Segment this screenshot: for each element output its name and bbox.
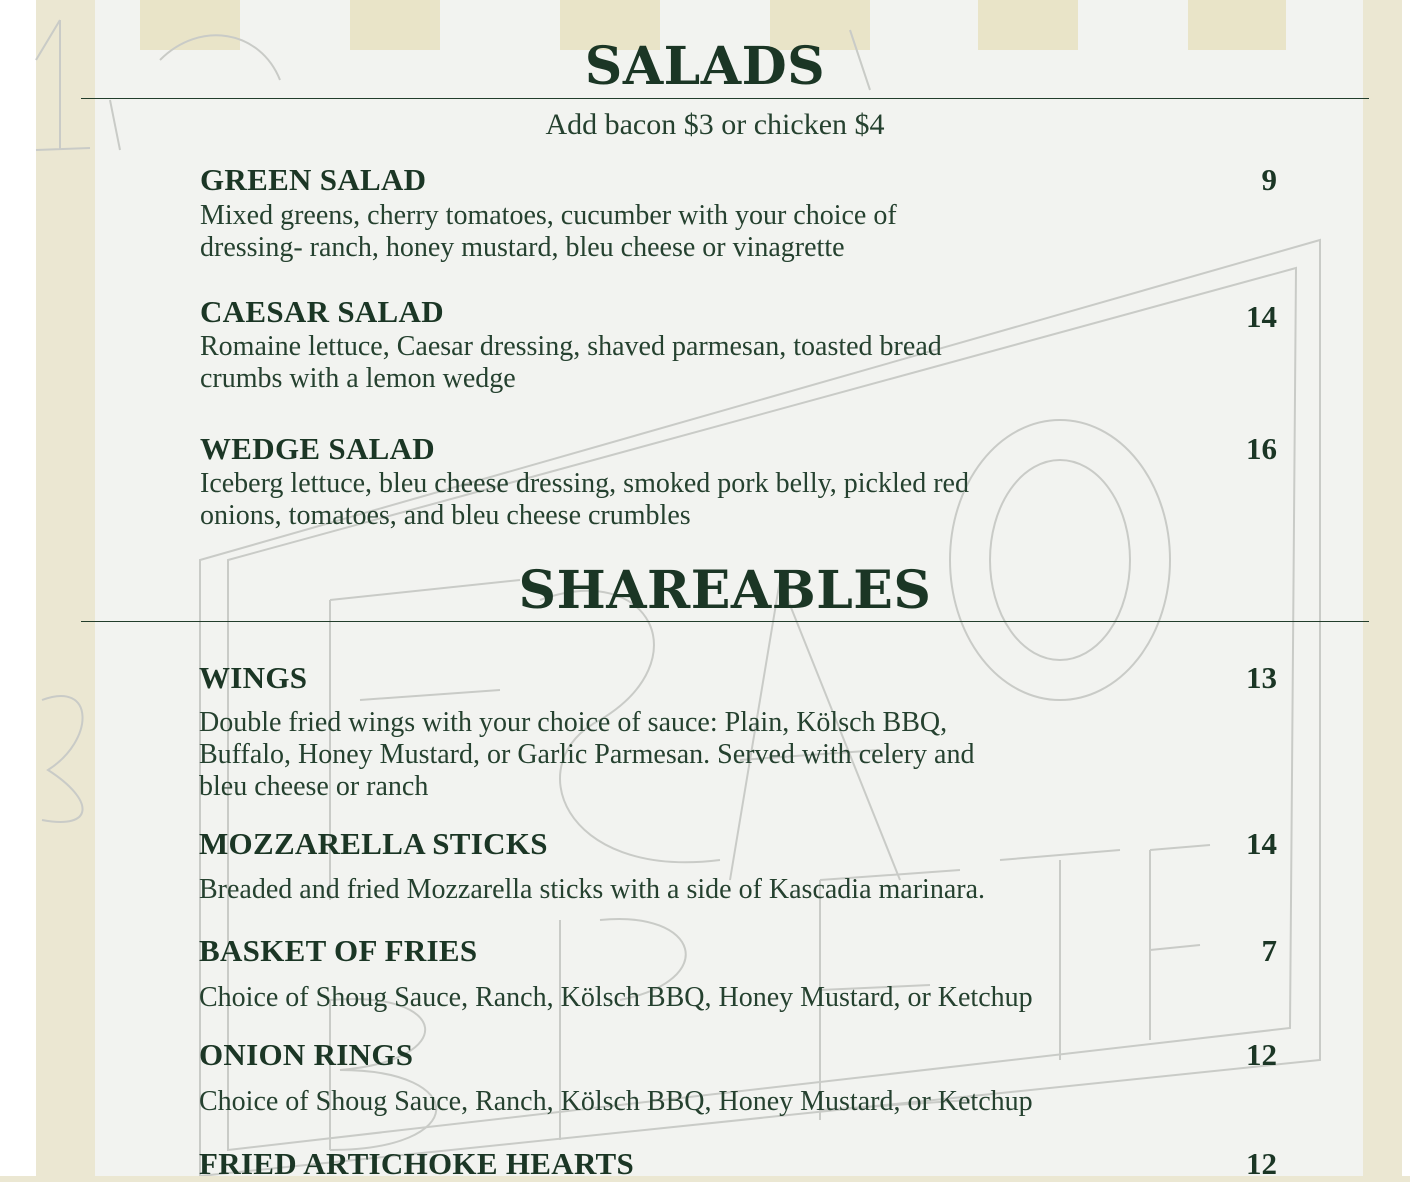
item-price: 12 [1246,1037,1277,1072]
item-name: WEDGE SALAD [200,431,435,466]
item-name: WINGS [199,660,308,695]
item-description-line: Choice of Shoug Sauce, Ranch, Kölsch BBQ, Honey Mustard, or Ketchup [199,982,1033,1013]
item-description-line: crumbs with a lemon wedge [200,363,516,394]
section-title-salads: SALADS [584,36,826,97]
item-price: 7 [1261,933,1277,968]
item-price: 14 [1246,299,1277,334]
item-price: 9 [1261,162,1277,197]
item-description-line: Iceberg lettuce, bleu cheese dressing, smoked pork belly, pickled red [200,468,969,499]
item-name: FRIED ARTICHOKE HEARTS [199,1146,635,1181]
item-name: BASKET OF FRIES [199,933,478,968]
item-description-line: Double fried wings with your choice of sauce: Plain, Kölsch BBQ, [199,707,948,738]
section-title-shareables: SHAREABLES [518,560,932,621]
item-description-line: Choice of Shoug Sauce, Ranch, Kölsch BBQ, Honey Mustard, or Ketchup [199,1086,1033,1117]
shareables-divider [81,621,1369,622]
salads-add-on-note: Add bacon $3 or chicken $4 [545,108,885,141]
item-description-line: dressing- ranch, honey mustard, bleu cheese or vinagrette [200,232,845,263]
item-name: GREEN SALAD [200,162,427,197]
item-price: 14 [1246,826,1277,861]
item-description-line: Breaded and fried Mozzarella sticks with a side of Kascadia marinara. [199,874,985,905]
item-name: MOZZARELLA STICKS [199,826,548,861]
item-description-line: Buffalo, Honey Mustard, or Garlic Parmesan. Served with celery and [199,739,975,770]
item-description-line: onions, tomatoes, and bleu cheese crumbles [200,500,691,531]
item-description-line: bleu cheese or ranch [199,771,429,802]
item-name: ONION RINGS [199,1037,414,1072]
item-description-line: Romaine lettuce, Caesar dressing, shaved parmesan, toasted bread [200,331,942,362]
salads-divider [81,98,1369,99]
item-price: 16 [1246,431,1277,466]
item-price: 12 [1246,1146,1277,1181]
item-name: CAESAR SALAD [200,294,444,329]
item-description-line: Mixed greens, cherry tomatoes, cucumber with your choice of [200,200,897,231]
item-price: 13 [1246,660,1277,695]
